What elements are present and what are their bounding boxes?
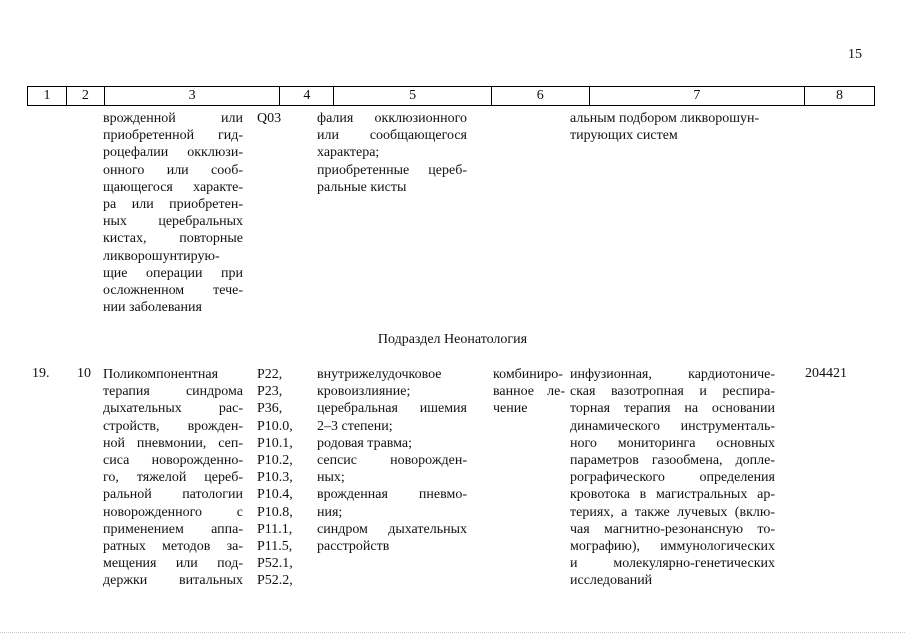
text-line: кровоизлияние; [317, 384, 411, 400]
text-line: Поликомпонентная [103, 367, 219, 382]
row19-col8-value: 204421 [805, 366, 847, 381]
text-line: мещения или под- [103, 556, 243, 572]
text-line: исследований [570, 573, 653, 589]
row19-col7-text [570, 366, 775, 590]
header-col-5: 5 [334, 87, 492, 105]
text-line: P10.1, [257, 435, 293, 451]
text-line: применением аппа- [103, 521, 243, 537]
text-line: ной пневмонии, сеп- [103, 435, 243, 451]
text-line: динамического инструменталь- [570, 418, 775, 434]
continued-col7-text [570, 110, 782, 144]
row19-col4-codes [257, 366, 309, 590]
text-line: чение [493, 401, 528, 417]
text-line: P10.2, [257, 453, 293, 469]
text-line: P36, [257, 401, 283, 417]
text-line: осложненном тече- [103, 283, 243, 299]
text-line: врожденная пневмо- [317, 487, 467, 503]
text-line: ральные кисты [317, 179, 407, 195]
text-line: P52.1, [257, 556, 293, 572]
text-line: щающегося характе- [103, 179, 243, 195]
header-col-6: 6 [492, 87, 590, 105]
text-line: ская вазотропная и респира- [570, 384, 775, 400]
text-line: чая магнитно-резонансную то- [570, 521, 775, 537]
scan-dots [0, 632, 905, 634]
page-number: 15 [848, 47, 862, 62]
text-line: кистах, повторные [103, 231, 243, 247]
continued-col4-text [257, 110, 309, 127]
text-line: ра или приобретен- [103, 197, 243, 213]
text-line: характера; [317, 145, 380, 161]
text-line: P10.8, [257, 504, 293, 520]
row19-col3-text [103, 366, 243, 590]
text-line: ликворошунтирую- [103, 248, 220, 264]
continued-col3-text [103, 110, 243, 316]
header-col-2: 2 [67, 87, 105, 105]
text-line: сиса новорожденно- [103, 453, 243, 469]
text-line: приобретенной гид- [103, 128, 243, 144]
subsection-title: Подраздел Неонатология [377, 332, 528, 347]
text-line: го, тяжелой цереб- [103, 470, 243, 486]
text-line: ральной патологии [103, 487, 243, 503]
text-line: терапия синдрома [103, 384, 243, 400]
text-line: P11.5, [257, 539, 293, 555]
header-col-7: 7 [590, 87, 805, 105]
continued-col5-text [317, 110, 467, 196]
text-line: P10.3, [257, 470, 293, 486]
row19-col5-text [317, 366, 467, 555]
text-line: кровотока в магистральных ар- [570, 487, 775, 503]
table-header [27, 86, 875, 106]
text-line: торная терапия на основании [570, 401, 775, 417]
text-line: рографического определения [570, 470, 775, 486]
text-line: мографию), иммунологических [570, 539, 775, 555]
text-line: P23, [257, 384, 283, 400]
text-line: или сообщающегося [317, 128, 467, 144]
header-col-1: 1 [28, 87, 67, 105]
text-line: дыхательных рас- [103, 401, 243, 417]
text-line: ного мониторинга основных [570, 435, 775, 451]
text-line: врожденной или [103, 111, 243, 126]
text-line: приобретенные цереб- [317, 162, 467, 178]
row19-col6-text [493, 366, 565, 418]
text-line: фалия окклюзионного [317, 111, 467, 126]
text-line: комбиниро- [493, 367, 563, 382]
text-line: инфузионная, кардиотониче- [570, 367, 775, 382]
text-line: P10.0, [257, 418, 293, 434]
group-number: 10 [77, 366, 91, 381]
text-line: стройств, врожден- [103, 418, 243, 434]
text-line: ных церебральных [103, 214, 243, 230]
text-line: териях, а также лучевых (вклю- [570, 504, 775, 520]
text-line: сепсис новорожден- [317, 453, 467, 469]
text-line: и молекулярно-генетических [570, 556, 775, 572]
text-line: держки витальных [103, 573, 243, 589]
text-line: родовая травма; [317, 435, 413, 451]
text-line: P52.2, [257, 573, 293, 589]
text-line: расстройств [317, 539, 390, 555]
text-line: ния; [317, 504, 343, 520]
text-line: синдром дыхательных [317, 521, 467, 537]
text-line: роцефалии окклюзи- [103, 145, 243, 161]
text-line: альным подбором ликворошун- [570, 111, 760, 126]
text-line: ратных методов за- [103, 539, 243, 555]
text-line: нии заболевания [103, 300, 202, 316]
text-line: 2–3 степени; [317, 418, 393, 434]
text-line: ных; [317, 470, 345, 486]
header-col-3: 3 [105, 87, 281, 105]
row-number: 19. [32, 366, 50, 381]
text-line: тирующих систем [570, 128, 678, 144]
text-line: щие операции при [103, 265, 243, 281]
header-col-4: 4 [280, 87, 334, 105]
text-line: ванное ле- [493, 384, 565, 400]
text-line: параметров газообмена, допле- [570, 453, 775, 469]
text-line: Q03 [257, 111, 282, 126]
text-line: внутрижелудочковое [317, 367, 442, 382]
text-line: онного или сооб- [103, 162, 243, 178]
text-line: P22, [257, 367, 283, 382]
text-line: P11.1, [257, 521, 293, 537]
text-line: церебральная ишемия [317, 401, 467, 417]
text-line: P10.4, [257, 487, 293, 503]
header-col-8: 8 [836, 88, 844, 103]
text-line: новорожденного с [103, 504, 243, 520]
